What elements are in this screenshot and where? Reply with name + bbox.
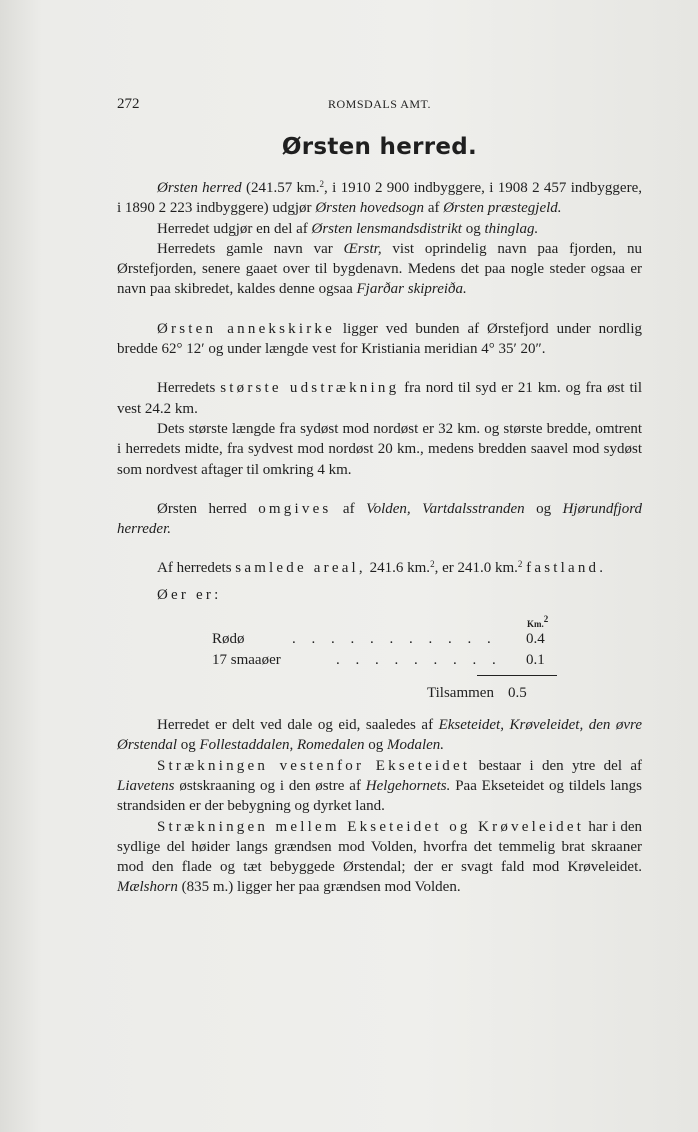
text-run: (835 m.) ligger her paa grændsen mod Volden.: [177, 879, 461, 896]
text-run: har i den sydlige del høider langs grændsen mod Volden, hvorfra det temmelig brat skraaner mod den flade og tæt bebyggede Ørstendal; der er svagt fald mod Krøveleidet.: [117, 818, 642, 876]
text-spaced: fastland.: [526, 560, 607, 577]
text-run: og: [177, 737, 200, 754]
superscript: 2: [319, 179, 324, 189]
sum-rule: [477, 675, 557, 676]
text-italic: Ørsten lensmandsdistrikt: [311, 220, 462, 237]
island-area: 0.4: [526, 631, 545, 648]
text-spaced: Strækningen mellem Ekseteidet og Krøveleidet: [157, 818, 585, 835]
text-run: fra nord til syd er 21 km. og fra øst til vest 24.2 km.: [117, 380, 642, 417]
paragraph-area: [117, 558, 642, 578]
superscript: 2: [517, 559, 523, 570]
text-italic: Helgehornets.: [365, 777, 451, 794]
text-run: Af herredets: [157, 560, 236, 577]
total-value: 0.5: [507, 685, 527, 702]
paragraph-intro: [117, 178, 642, 219]
text-italic: Hjørundfjord herreder.: [117, 500, 643, 538]
text-run: (241.57 km.: [241, 180, 320, 196]
text-run: 241.6 km.: [365, 560, 431, 577]
paragraph-division: [117, 715, 642, 756]
paragraph-west: [117, 756, 642, 817]
text-run: og: [524, 500, 563, 517]
text-run: og: [461, 220, 485, 237]
body-text: [117, 178, 642, 898]
text-italic: Mælshorn: [117, 879, 178, 896]
paragraph-church: [117, 319, 642, 360]
text-italic: Fjarðar skipreiða.: [356, 281, 467, 298]
text-run: af: [424, 200, 444, 217]
text-run: Herredets gamle navn var: [157, 240, 344, 257]
unit-label: Km.: [527, 619, 544, 630]
paragraph-extent: [117, 378, 642, 419]
paragraph-length: [117, 419, 642, 480]
superscript: 2: [430, 559, 435, 570]
page-header: [117, 96, 642, 116]
text-run: Dets største længde fra sydøst mod nordøst er 32 km. og største bredde, omtrent i herredets midte, fra sydvest mod nordøst 20 km., medens bredden saavel mod sydøst som nordvest aftager til omkring 4 km.: [117, 420, 642, 478]
text-run: Herredets: [157, 380, 221, 397]
text-run: østskraaning og i den østre af: [174, 777, 366, 794]
text-spaced: Strækningen vestenfor Ekseteidet: [157, 757, 471, 774]
table-row: [212, 650, 552, 670]
text-italic: Modalen.: [386, 737, 445, 754]
text-italic: Ekseteidet, Krøveleidet, den øvre Ørstendal: [117, 717, 642, 754]
text-italic: Volden, Vartdalsstranden: [366, 500, 525, 517]
leader-dots: . . . . . . . . .: [336, 652, 502, 669]
island-name: Rødø: [212, 631, 245, 648]
superscript: 2: [543, 614, 549, 625]
text-run: , i 1910 2 900 indbyggere, i 1908 2 457 indbyggere, i 1890 2 223 indbyggere) udgjør: [117, 180, 642, 217]
leader-dots: . . . . . . . . . . .: [292, 631, 497, 648]
paragraph-borders: [117, 499, 642, 540]
island-name: 17 smaaøer: [212, 652, 281, 669]
text-run: vist oprindelig navn paa fjorden, nu Ørstefjorden, senere gaaet over til bygdenavn. Medens det paa nogle steder ogsaa er navn paa skibredet, kaldes denne ogsaa: [117, 240, 642, 298]
text-spaced: Øer er:: [157, 586, 222, 603]
total-row: [427, 683, 527, 703]
text-italic: thinglag.: [484, 220, 539, 237]
text-run: Herredet er delt ved dale og eid, saaledes af: [157, 717, 439, 734]
text-run: Paa Ekseteidet og tildels langs strandsiden er der bebygning og dyrket land.: [117, 777, 642, 815]
paragraph-old-name: [117, 239, 642, 300]
text-italic: Ørsten herred: [157, 180, 242, 196]
text-italic: Liavetens: [117, 777, 175, 794]
text-run: Herredet udgjør en del af: [157, 220, 312, 237]
text-italic: Ørsten hovedsogn: [315, 200, 425, 217]
text-italic: Follestaddalen, Romedalen: [199, 737, 365, 754]
text-spaced: største udstrækning: [220, 380, 400, 397]
text-italic: Ørsten præstegjeld.: [443, 200, 562, 217]
paragraph-between: [117, 817, 642, 898]
text-run: Ørsten herred: [157, 500, 259, 517]
islands-heading: [117, 585, 642, 605]
islands-table: [117, 611, 642, 707]
text-spaced: Ørsten annekskirke: [157, 320, 335, 337]
paragraph-district: [117, 219, 642, 239]
text-run: , er 241.0 km.: [434, 560, 518, 577]
section-title: Ørsten herred.: [281, 134, 478, 160]
text-run: og: [364, 737, 387, 754]
page-number: 272: [117, 96, 140, 112]
text-run: af: [331, 500, 367, 517]
island-area: 0.1: [526, 652, 545, 669]
table-row: [212, 629, 552, 649]
text-run: ligger ved bunden af Ørstefjord under nordlig bredde 62° 12′ og under længde vest for Kristiania meridian 4° 35′ 20″.: [117, 320, 642, 358]
text-italic: Œrstr,: [343, 240, 382, 257]
running-title: ROMSDALS AMT.: [328, 97, 431, 111]
text-spaced: omgives: [258, 500, 332, 517]
text-spaced: samlede areal,: [235, 560, 366, 577]
text-run: bestaar i den ytre del af: [470, 757, 642, 774]
total-label: Tilsammen: [427, 685, 494, 702]
